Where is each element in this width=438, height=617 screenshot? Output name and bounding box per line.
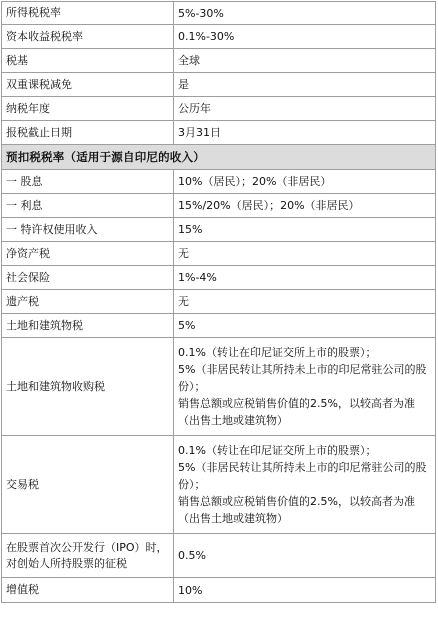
row-value-land-building-tax: 5% <box>174 314 436 338</box>
table-row <box>2 194 436 218</box>
row-value-net-wealth-tax: 无 <box>174 242 436 266</box>
row-label-capital-gains-tax-rate: 资本收益税税率 <box>2 25 174 49</box>
table-row <box>2 314 436 338</box>
row-label-ipo-founder-shares-tax: 在股票首次公开发行（IPO）时，对创始人所持股票的征税 <box>2 534 174 578</box>
value-line: 5%（非居民转让其所持未上市的印尼常驻公司的股份）； <box>178 461 427 491</box>
row-value-capital-gains-tax-rate: 0.1%-30% <box>174 25 436 49</box>
row-value-income-tax-rate: 5%-30% <box>174 2 436 25</box>
row-label-filing-deadline: 报税截止日期 <box>2 121 174 145</box>
table-row <box>2 338 436 436</box>
row-label-net-wealth-tax: 净资产税 <box>2 242 174 266</box>
table-row <box>2 97 436 121</box>
tax-info-table <box>1 1 436 603</box>
section-title-withholding-tax: 预扣税税率（适用于源自印尼的收入） <box>2 145 436 170</box>
table-row <box>2 2 436 25</box>
row-label-tax-year: 纳税年度 <box>2 97 174 121</box>
row-value-dividends: 10%（居民）；20%（非居民） <box>174 170 436 194</box>
table-row <box>2 578 436 603</box>
value-line: 销售总额或应税销售价值的2.5%，以较高者为准（出售土地或建筑物） <box>178 397 415 427</box>
table-row <box>2 170 436 194</box>
row-label-transaction-tax: 交易税 <box>2 436 174 534</box>
value-line: 0.1%（转让在印尼证交所上市的股票）； <box>178 346 377 359</box>
row-label-dividends: 一 股息 <box>2 170 174 194</box>
value-line: 销售总额或应税销售价值的2.5%，以较高者为准（出售土地或建筑物） <box>178 495 415 525</box>
row-value-tax-base: 全球 <box>174 49 436 73</box>
section-header-row <box>2 145 436 170</box>
row-value-vat: 10% <box>174 578 436 603</box>
table-row <box>2 266 436 290</box>
row-label-interest: 一 利息 <box>2 194 174 218</box>
table-row <box>2 49 436 73</box>
row-value-filing-deadline: 3月31日 <box>174 121 436 145</box>
row-label-double-taxation-relief: 双重课税减免 <box>2 73 174 97</box>
table-row <box>2 242 436 266</box>
row-value-inheritance-tax: 无 <box>174 290 436 314</box>
row-label-tax-base: 税基 <box>2 49 174 73</box>
row-value-social-security: 1%-4% <box>174 266 436 290</box>
row-label-vat: 增值税 <box>2 578 174 603</box>
row-value-tax-year: 公历年 <box>174 97 436 121</box>
row-value-transaction-tax <box>174 436 436 534</box>
table-row <box>2 218 436 242</box>
row-value-royalties: 15% <box>174 218 436 242</box>
table-row <box>2 290 436 314</box>
value-line: 5%（非居民转让其所持未上市的印尼常驻公司的股份）； <box>178 363 427 393</box>
table-row <box>2 25 436 49</box>
table-row <box>2 534 436 578</box>
row-value-interest: 15%/20%（居民）；20%（非居民） <box>174 194 436 218</box>
row-label-royalties: 一 特许权使用收入 <box>2 218 174 242</box>
row-value-double-taxation-relief: 是 <box>174 73 436 97</box>
row-label-income-tax-rate: 所得税税率 <box>2 2 174 25</box>
table-row <box>2 73 436 97</box>
value-line: 0.1%（转让在印尼证交所上市的股票）； <box>178 444 377 457</box>
row-value-ipo-founder-shares-tax: 0.5% <box>174 534 436 578</box>
row-label-land-acquisition-tax: 土地和建筑物收购税 <box>2 338 174 436</box>
row-value-land-acquisition-tax <box>174 338 436 436</box>
row-label-social-security: 社会保险 <box>2 266 174 290</box>
table-row <box>2 121 436 145</box>
table-row <box>2 436 436 534</box>
row-label-land-building-tax: 土地和建筑物税 <box>2 314 174 338</box>
row-label-inheritance-tax: 遗产税 <box>2 290 174 314</box>
